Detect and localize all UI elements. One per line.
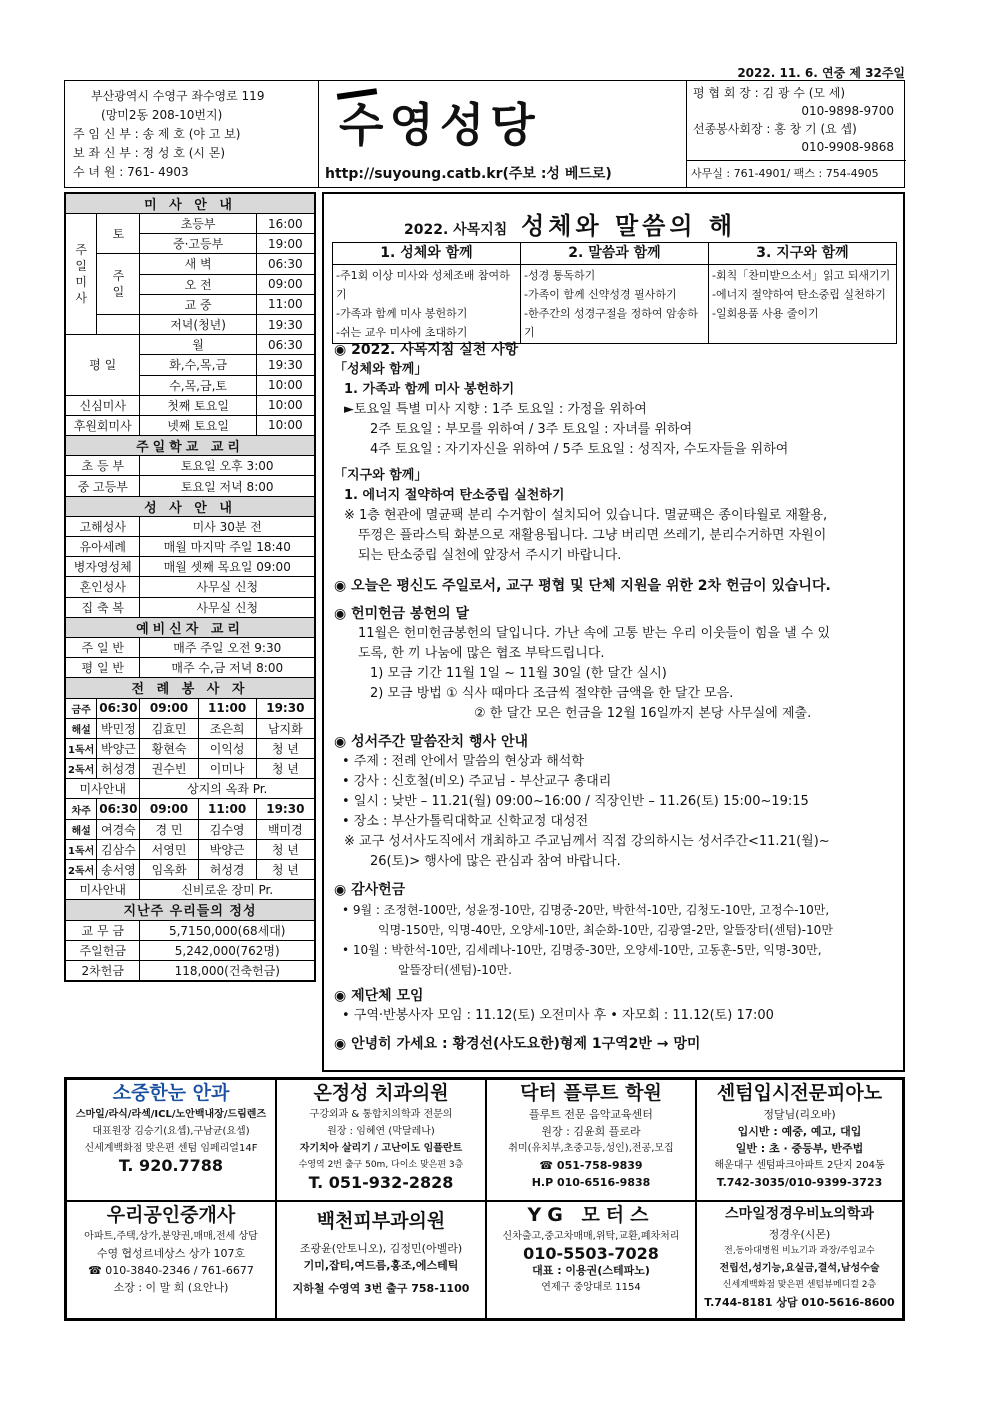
theme-title [404, 206, 736, 241]
section-heading: ◉ 감사헌금 [334, 882, 406, 898]
mission-label: 미사안내 [65, 779, 140, 799]
special-day: 넷째 토요일 [140, 415, 256, 435]
mass-time: 09:00 [256, 274, 315, 294]
server-name: 박양근 [97, 738, 140, 758]
server-role: 1독서 [65, 738, 97, 758]
mass-time: 10:00 [256, 415, 315, 435]
office-contact: 사무실 : 761-4901/ 팩스 : 754-4905 [687, 160, 906, 187]
server-role: 해설 [65, 718, 97, 738]
council-phone: 010-9908-9868 [801, 140, 894, 154]
subsection: 「성체와 함께」 [334, 362, 428, 377]
server-name: 백미경 [256, 819, 315, 839]
goal-head: 1. 성체와 함께 [333, 243, 521, 265]
section-title: 전 례 봉 사 자 [65, 678, 315, 698]
server-name: 황현숙 [140, 738, 198, 758]
clergy-line: 보 좌 신 부 : 정 성 호 (시 몬) [73, 146, 226, 160]
server-name: 경 민 [140, 819, 198, 839]
server-name: 이미나 [198, 759, 256, 779]
school-name: 중 고등부 [65, 476, 140, 496]
mass-time: 19:30 [256, 355, 315, 375]
council-info [687, 81, 906, 187]
server-name: 조은희 [198, 718, 256, 738]
sacrament-time: 사무실 신청 [140, 577, 315, 597]
text-line: 도록, 한 끼 나눔에 많은 협조 부탁드립니다. [358, 646, 605, 661]
offering-amount: 5,242,000(762명) [140, 940, 315, 960]
mass-name: 화,수,목,금 [140, 355, 256, 375]
server-name: 김효민 [140, 718, 198, 738]
mission-group: 신비로운 장미 Pr. [140, 880, 315, 900]
server-role: 1독서 [65, 839, 97, 859]
text-line: 2) 모금 방법 ① 식사 때마다 조금씩 절약한 금액을 한 달간 모음. [370, 686, 734, 701]
goal-items: -성경 통독하기 -가족이 함께 신약성경 필사하기 -한주간의 성경구절을 정하여 암송하기 [521, 265, 709, 344]
mass-time: 06:30 [256, 335, 315, 355]
council-phone: 010-9898-9700 [801, 104, 894, 118]
ad-flute-academy: 닥터 플루트 학원 플루트 전문 음악교육센터 원장 : 김윤희 플로라 취미(유치부,초중고등,성인),전공,모집 ☎ 051-758-9839 H.P 010-6516-9838 [486, 1079, 696, 1201]
server-name: 남지화 [256, 718, 315, 738]
class-name: 주 일 반 [65, 637, 140, 657]
ad-motors: YG 모터스 신차출고,중고차매매,위탁,교환,폐차처리 010-5503-7028 대표 : 이용권(스테파노) 연제구 중앙대로 1154 [486, 1201, 696, 1319]
mass-name: 초등부 [140, 214, 256, 234]
server-name: 박양근 [198, 839, 256, 859]
sacrament-name: 혼인성사 [65, 577, 140, 597]
mass-name: 오 전 [140, 274, 256, 294]
server-name: 박민정 [97, 718, 140, 738]
sacrament-time: 미사 30분 전 [140, 516, 315, 536]
text-line: 11월은 헌미헌금봉헌의 달입니다. 가난 속에 고통 받는 우리 이웃들이 힘을 낼 수 있 [358, 626, 831, 641]
sat-label: 토 [97, 214, 140, 254]
council-line: 평 협 회 장 : 김 광 수 (모 세) [693, 86, 846, 100]
text-line: 뚜껑은 플라스틱 화분으로 재활용됩니다. 그냥 버리면 쓰레기, 분리수거하면 자원이 [358, 528, 827, 543]
servers-header: 19:30 [256, 799, 315, 819]
class-time: 매주 주일 오전 9:30 [140, 637, 315, 657]
text-line: 알뜰장터(센텀)-10만. [398, 963, 512, 977]
text-line: ② 한 달간 모은 헌금을 12월 16일까지 본당 사무실에 제출. [474, 706, 812, 721]
sacrament-time: 매월 셋째 목요일 09:00 [140, 557, 315, 577]
school-name: 초 등 부 [65, 456, 140, 476]
schedule-table [64, 192, 316, 982]
offering-amount: 5,7150,000(68세대) [140, 920, 315, 940]
server-name: 임옥화 [140, 860, 198, 880]
text-line: • 구역·반봉사자 모임 : 11.12(토) 오전미사 후 • 자모회 : 11.12(토) 17:00 [342, 1008, 774, 1023]
sacrament-name: 병자영성체 [65, 557, 140, 577]
mass-time: 10:00 [256, 395, 315, 415]
section-title: 주일학교 교리 [65, 436, 315, 456]
parish-logo: 수영성당 [339, 98, 541, 152]
address-line: (망미2동 208-10번지) [101, 108, 223, 122]
server-role: 2독서 [65, 759, 97, 779]
text-line: • 강사 : 신호철(비오) 주교님 - 부산교구 총대리 [342, 774, 612, 789]
server-name: 허성경 [198, 860, 256, 880]
ad-urology: 스마일정경우비뇨의학과 정경우(시몬) 전,동아대병원 비뇨기과 과장/주임교수 전립선,성기능,요실금,결석,남성수술 신세계백화점 맞은편 센텀뷰메디컬 2층 T.744-8181 상담 010-5616-8600 [696, 1201, 903, 1319]
mass-name: 중·고등부 [140, 234, 256, 254]
offering-name: 주일헌금 [65, 940, 140, 960]
issue-date: 2022. 11. 6. 연중 제 32주일 [737, 66, 905, 80]
masthead [64, 80, 905, 188]
server-name: 서영민 [140, 839, 198, 859]
section-heading: ◉ 헌미헌금 봉헌의 달 [334, 606, 470, 622]
mass-name: 교 중 [140, 294, 256, 314]
text-line: ※ 교구 성서사도직에서 개최하고 주교님께서 직접 강의하시는 성서주간<11.21(월)~ [344, 834, 830, 849]
subsection: 「지구와 함께」 [334, 468, 428, 483]
item-heading: 1. 에너지 절약하여 탄소중립 실천하기 [344, 488, 565, 503]
servers-header: 11:00 [198, 698, 256, 718]
text-line: 익명-150만, 익명-40만, 오양세-10만, 최순화-10만, 김광열-2만, 알뜰장터(센텀)-10만 [378, 923, 833, 937]
mission-label: 미사안내 [65, 880, 140, 900]
text-line: 4주 토요일 : 자기자신을 위하여 / 5주 토요일 : 성직자, 수도자들을 위하여 [370, 442, 789, 457]
server-name: 청 년 [256, 860, 315, 880]
section-title: 지난주 우리들의 정성 [65, 900, 315, 920]
section-title: 예비신자 교리 [65, 617, 315, 637]
servers-header: 11:00 [198, 799, 256, 819]
text-line: • 일시 : 낮반 – 11.21(월) 09:00~16:00 / 직장인반 – 11.26(토) 15:00~19:15 [342, 794, 809, 809]
mass-time: 10:00 [256, 375, 315, 395]
parish-url[interactable]: http://suyoung.catb.kr(주보 :성 베드로) [325, 166, 612, 182]
server-name: 청 년 [256, 839, 315, 859]
text-line: • 10월 : 박한석-10만, 김세레나-10만, 김명중-30만, 오양세-10만, 고동훈-5만, 익명-30만, [342, 943, 822, 957]
ad-realtor: 우리공인중개사 아파트,주택,상가,분양권,매매,전세 상담 수영 협성르네상스 상가 107호 ☎ 010-3840-2346 / 761-6677 소장 : 이 말 희 (요안나) [66, 1201, 276, 1319]
section-heading: ◉ 2022. 사목지침 실천 사항 [334, 342, 519, 358]
main-content [322, 192, 905, 1072]
sacrament-name: 유아세례 [65, 537, 140, 557]
server-name: 이익성 [198, 738, 256, 758]
mass-time: 11:00 [256, 294, 315, 314]
address-line: 부산광역시 수영구 좌수영로 119 [91, 89, 265, 103]
server-name: 여경숙 [97, 819, 140, 839]
section-heading: ◉ 성서주간 말씀잔치 행사 안내 [334, 734, 528, 750]
theme-year: 2022. 사목지침 [404, 222, 508, 238]
parish-info [65, 81, 319, 187]
section-title: 성 사 안 내 [65, 496, 315, 516]
servers-header: 06:30 [97, 799, 140, 819]
mass-name: 수,목,금,토 [140, 375, 256, 395]
special-mass: 후원회미사 [65, 415, 140, 435]
goal-items: -회칙「찬미받으소서」읽고 되새기기 -에너지 절약하여 탄소중립 실천하기 -일회용품 사용 줄이기 [709, 265, 897, 344]
class-time: 매주 수,금 저녁 8:00 [140, 658, 315, 678]
ad-dermatology: 백천피부과의원 조광윤(안토니오), 김정민(아벨라) 기미,잡티,여드름,홍조,에스테틱 지하철 수영역 3번 출구 758-1100 [276, 1201, 486, 1319]
servers-header: 06:30 [97, 698, 140, 718]
section-heading: ◉ 오늘은 평신도 주일로서, 교구 평협 및 단체 지원을 위한 2차 헌금이 있습니다. [334, 578, 831, 594]
logo-area [319, 81, 687, 187]
school-time: 토요일 오후 3:00 [140, 456, 315, 476]
clergy-line: 주 임 신 부 : 송 제 호 (야 고 보) [73, 127, 241, 141]
text-line: 1) 모금 기간 11월 1일 ~ 11월 30일 (한 달간 실시) [370, 666, 667, 681]
ad-eye-clinic: 소중한눈 안과 스마일/라식/라섹/ICL/노안백내장/드림렌즈 대표원장 김승기(요셉),구남균(요셉) 신세계백화점 맞은편 센텀 임페리얼14F T. 920.7788 [66, 1079, 276, 1201]
mass-time: 19:00 [256, 234, 315, 254]
server-name: 허성경 [97, 759, 140, 779]
sacrament-time: 매월 마지막 주일 18:40 [140, 537, 315, 557]
school-time: 토요일 저녁 8:00 [140, 476, 315, 496]
text-line: 26(토)> 행사에 많은 관심과 참여 바랍니다. [370, 854, 621, 869]
servers-header: 금주 [65, 698, 97, 718]
ads-area [64, 1077, 905, 1321]
mission-group: 상지의 옥좌 Pr. [140, 779, 315, 799]
offering-name: 2차헌금 [65, 960, 140, 980]
theme-text: 성체와 말씀의 해 [521, 212, 737, 240]
ad-piano: 센텀입시전문피아노 정달님(리오바) 입시반 : 예중, 예고, 대입 일반 : 초 · 중등부, 반주법 해운대구 센텀파크아파트 2단지 204동 T.742-3035/010-9399-3723 [696, 1079, 903, 1201]
section-heading: ◉ 제단체 모임 [334, 988, 424, 1004]
mass-name: 저녁(청년) [140, 314, 256, 334]
mass-name: 새 벽 [140, 254, 256, 274]
server-name: 청 년 [256, 759, 315, 779]
mass-time: 06:30 [256, 254, 315, 274]
text-line: 2주 토요일 : 부모를 위하여 / 3주 토요일 : 자녀를 위하여 [370, 422, 693, 437]
offering-name: 교 무 금 [65, 920, 140, 940]
servers-header: 차주 [65, 799, 97, 819]
sacrament-name: 고해성사 [65, 516, 140, 536]
servers-header: 09:00 [140, 698, 198, 718]
text-line: • 9월 : 조정현-100만, 성윤정-10만, 김명중-20만, 박한석-10만, 김청도-10만, 고정수-10만, [342, 903, 830, 917]
mass-name: 월 [140, 335, 256, 355]
special-day: 첫째 토요일 [140, 395, 256, 415]
item-heading: 1. 가족과 함께 미사 봉헌하기 [344, 382, 515, 397]
server-role: 2독서 [65, 860, 97, 880]
class-name: 평 일 반 [65, 658, 140, 678]
text-line: ※ 1층 현관에 멸균팩 분리 수거함이 설치되어 있습니다. 멸균팩은 종이타월로 재활용, [344, 508, 828, 523]
server-name: 권수빈 [140, 759, 198, 779]
servers-header: 19:30 [256, 698, 315, 718]
weekday-label: 평 일 [65, 335, 140, 396]
server-name: 송서영 [97, 860, 140, 880]
council-line: 선종봉사회장 : 홍 창 기 (요 셉) [693, 122, 857, 136]
section-heading: ◉ 안녕히 가세요 : 황경선(사도요한)형제 1구역2반 → 망미 [334, 1036, 701, 1052]
server-role: 해설 [65, 819, 97, 839]
mass-time: 19:30 [256, 314, 315, 334]
sacrament-time: 사무실 신청 [140, 597, 315, 617]
goals-table [332, 242, 897, 344]
special-mass: 신심미사 [65, 395, 140, 415]
goal-head: 3. 지구와 함께 [709, 243, 897, 265]
server-name: 청 년 [256, 738, 315, 758]
mass-time: 16:00 [256, 214, 315, 234]
text-line: 되는 탄소중립 실천에 앞장서 주시기 바랍니다. [358, 548, 622, 563]
section-title: 미 사 안 내 [65, 193, 315, 214]
server-name: 김수영 [198, 819, 256, 839]
sun-label: 주 일 [97, 254, 140, 315]
sunday-mass-label: 주 일 미 사 [65, 214, 97, 335]
servers-header: 09:00 [140, 799, 198, 819]
goal-head: 2. 말씀과 함께 [521, 243, 709, 265]
text-line: ►토요일 특별 미사 지향 : 1주 토요일 : 가정을 위하여 [344, 402, 647, 417]
offering-amount: 118,000(건축헌금) [140, 960, 315, 980]
sacrament-name: 집 축 복 [65, 597, 140, 617]
text-line: • 장소 : 부산가톨릭대학교 신학교정 대성전 [342, 814, 589, 829]
announcements [334, 334, 899, 1054]
ad-dental-clinic: 온정성 치과의원 구강외과 & 통합치의학과 전문의 원장 : 임혜연 (막달레나) 자기치아 살리기 / 고난이도 임플란트 수영역 2번 출구 50m, 다이소 맞은편 3층 T. 051-932-2828 [276, 1079, 486, 1201]
clergy-line: 수 녀 원 : 761- 4903 [73, 165, 189, 179]
server-name: 김삼수 [97, 839, 140, 859]
text-line: • 주제 : 전례 안에서 말씀의 현상과 해석학 [342, 754, 584, 769]
goal-items: -주1회 이상 미사와 성체조배 참여하기 -가족과 함께 미사 봉헌하기 -쉬는 교우 미사에 초대하기 [333, 265, 521, 344]
